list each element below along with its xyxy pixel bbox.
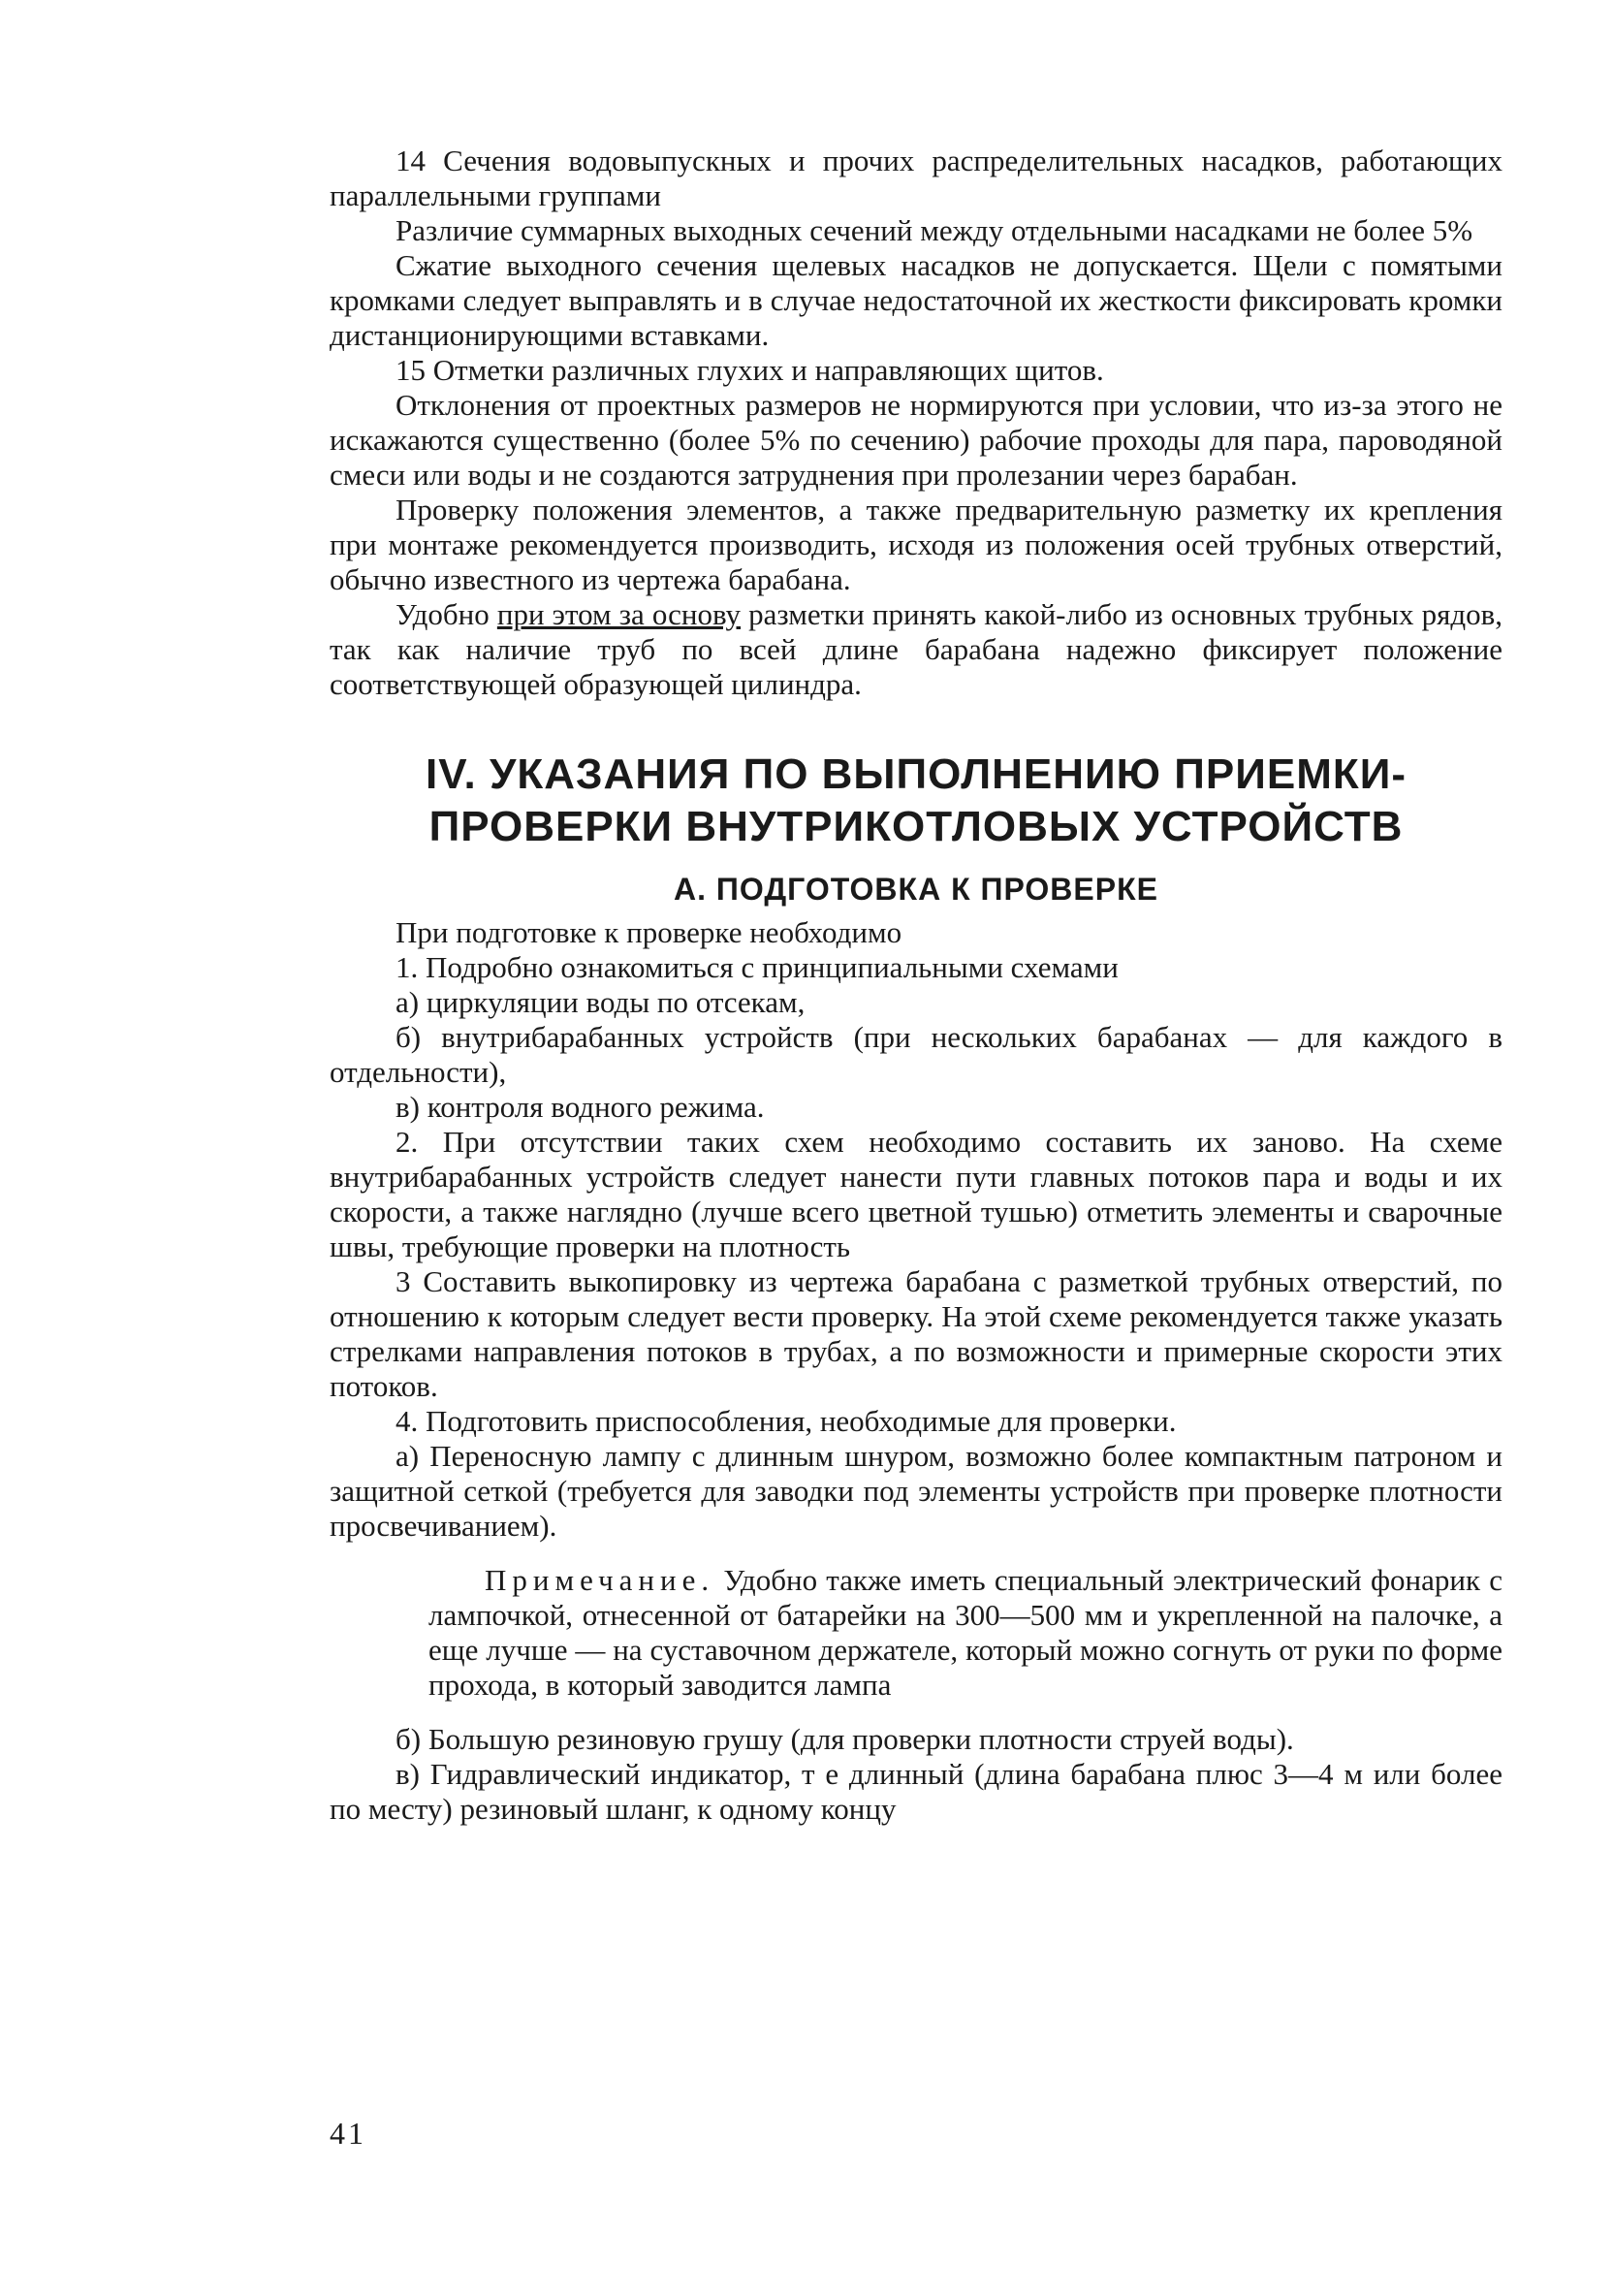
- prep-intro: При подготовке к проверке необходимо: [395, 915, 902, 949]
- prep-item-4a: а) Переносную лампу с длинным шнуром, возможно более компактным патроном и защитной сеткой (требуется для заводки под элементы устройств при проверке плотности просвечиванием).: [330, 1439, 1502, 1543]
- prep-item-1c: в) контроля водного режима.: [395, 1090, 765, 1124]
- prep-item-2: 2. При отсутствии таких схем необходимо составить их заново. На схеме внутрибарабанных устройств следует нанести пути главных потоков пара и воды и их скорости, а также наглядно (лучше всего цветной тушью) отметить элементы и сварочные швы, требующие проверки на плотность: [330, 1125, 1502, 1263]
- prep-item-1a: а) циркуляции воды по отсекам,: [395, 985, 806, 1019]
- section-15-paragraph-1: Отклонения от проектных размеров не нормируются при условии, что из-за этого не искажаются существенно (более 5% по сечению) рабочие проходы для пара, пароводяной смеси или воды и не создаются затруднения при пролезании через барабан.: [330, 388, 1502, 492]
- prep-item-1b: б) внутрибарабанных устройств (при нескольких барабанах — для каждого в отдельности),: [330, 1020, 1502, 1089]
- page-number: 41: [330, 2116, 366, 2151]
- underlined-phrase: при этом за основу: [496, 597, 742, 631]
- chapter-title-line-2: ПРОВЕРКИ ВНУТРИКОТЛОВЫХ УСТРОЙСТВ: [428, 803, 1404, 850]
- prep-item-4c: в) Гидравлический индикатор, т е длинный (длина барабана плюс 3—4 м или более по месту) резиновый шланг, к одному концу: [330, 1757, 1502, 1826]
- section-14-paragraph-1: Различие суммарных выходных сечений между отдельными насадками не более 5%: [395, 213, 1473, 247]
- section-subtitle: А. ПОДГОТОВКА К ПРОВЕРКЕ: [674, 872, 1158, 907]
- document-page: [330, 144, 1502, 1827]
- paragraph-3-start: Удобно: [395, 597, 497, 631]
- prep-item-3: 3 Составить выкопировку из чертежа барабана с разметкой трубных отверстий, по отношению к которым следует вести проверку. На этой схеме рекомендуется также указать стрелками направления потоков в трубах, а по возможности и примерные скорости этих потоков.: [330, 1264, 1502, 1403]
- note-text: Удобно также иметь специальный электрический фонарик с лампочкой, отнесенной от батарейки на 300—500 мм и укрепленной на палочке, а еще лучше — на суставочном держателе, который можно согнуть от руки по форме прохода, в который заводится лампа: [428, 1563, 1502, 1702]
- prep-item-4b: б) Большую резиновую грушу (для проверки плотности струей воды).: [395, 1722, 1294, 1756]
- section-15-paragraph-3: [330, 597, 1502, 702]
- note-block: [428, 1563, 1502, 1703]
- note-label: Примечание.: [485, 1563, 715, 1597]
- section-14-paragraph-2: Сжатие выходного сечения щелевых насадков не допускается. Щели с помятыми кромками следует выправлять и в случае недостаточной их жесткости фиксировать кромки дистанционирующими вставками.: [330, 248, 1502, 352]
- paragraph-3-end: разметки принять какой-либо из основных трубных рядов, так как наличие труб по всей длине барабана надежно фиксирует положение соответствующей образующей цилиндра.: [330, 597, 1502, 701]
- section-15-heading: 15 Отметки различных глухих и направляющих щитов.: [395, 353, 1104, 387]
- chapter-title-line-1: IV. УКАЗАНИЯ ПО ВЫПОЛНЕНИЮ ПРИЕМКИ-: [426, 750, 1407, 798]
- chapter-title: [330, 749, 1502, 853]
- prep-item-1: 1. Подробно ознакомиться с принципиальными схемами: [395, 950, 1119, 984]
- prep-item-4: 4. Подготовить приспособления, необходимые для проверки.: [395, 1404, 1177, 1438]
- section-15-paragraph-2: Проверку положения элементов, а также предварительную разметку их крепления при монтаже рекомендуется производить, исходя из положения осей трубных отверстий, обычно известного из чертежа барабана.: [330, 493, 1502, 596]
- section-14-heading: 14 Сечения водовыпускных и прочих распределительных насадков, работающих параллельными группами: [330, 144, 1502, 212]
